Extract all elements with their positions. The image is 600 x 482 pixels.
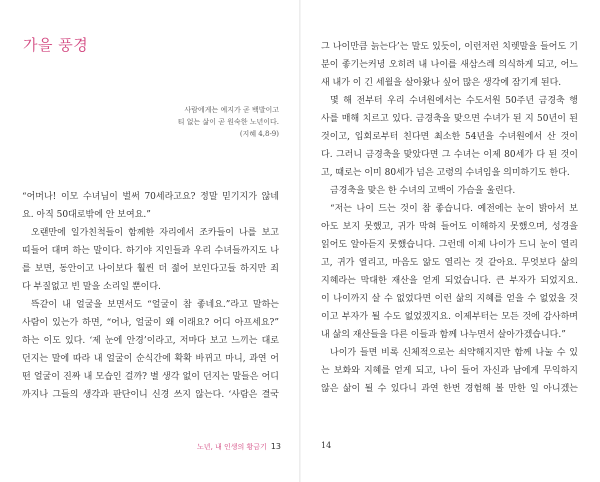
text-line: 던지는 말에 따라 내 얼굴이 순식간에 확확 바뀌고 마니, 과연 어 bbox=[22, 354, 279, 364]
left-body-text bbox=[22, 188, 279, 404]
left-page bbox=[0, 0, 299, 482]
chapter-title: 가을 풍경 bbox=[23, 36, 89, 54]
right-body-text bbox=[321, 38, 578, 398]
text-line: 를 보면, 동안이고 나이보다 훨씬 더 젊어 보인다고들 하지만 죄 bbox=[22, 264, 279, 274]
text-line: 그 나이만큼 늙는다’는 말도 있듯이, 이런저런 치렛말을 들어도 기 bbox=[321, 42, 578, 52]
folio bbox=[197, 442, 281, 452]
text-line: 다. 그러니 금경축을 맞았다면 그 수녀는 이제 80세가 다 된 것이 bbox=[321, 150, 578, 160]
right-page bbox=[301, 0, 600, 482]
text-line: 이고 부자가 될 수도 없었겠지요. 이제부터는 모든 것에 감사하며 bbox=[321, 312, 578, 322]
text-line: 분이 좋기는커녕 오히려 내 나이를 새삼스레 의식하게 되고, 어느 bbox=[321, 60, 578, 70]
text-line: 이 나이까지 살 수 없었다면 이런 삶의 지혜를 얻을 수 없었을 것 bbox=[321, 294, 578, 304]
text-line: 나이가 들면 비록 신체적으로는 쇠약해지지만 함께 나눌 수 있 bbox=[330, 348, 578, 358]
text-line: 까지나 그들의 생각과 판단이니 신경 쓰지 않는다. ‘사람은 결국 bbox=[22, 390, 279, 400]
page-number: 13 bbox=[270, 442, 281, 451]
epigraph-line: 티 없는 삶이 곧 원숙한 노년이다. bbox=[177, 118, 279, 126]
text-line: 몇 해 전부터 우리 수녀원에서는 수도서원 50주년 금경축 행 bbox=[330, 96, 578, 106]
text-line: 띠들어 대며 하는 말이다. 하기야 지인들과 우리 수녀들까지도 나 bbox=[22, 246, 279, 256]
text-line: 다 부질없고 빈 말을 소리일 뿐이다. bbox=[22, 282, 161, 292]
text-line: 떤 얼굴이 진짜 내 모습인 걸까? 별 생각 없이 던지는 말들은 어디 bbox=[22, 372, 279, 382]
text-line: 새 내가 이 긴 세월을 살아왔나 싶어 많은 생각에 잠기게 된다. bbox=[321, 78, 562, 88]
text-line: “어머나! 이모 수녀님이 벌써 70세라고요? 정말 믿기지가 않네 bbox=[22, 192, 279, 202]
text-line: 하는 이도 있다. ‘제 눈에 안경’이라고, 저마다 보고 느끼는 대로 bbox=[22, 336, 279, 346]
text-line: 금경축을 맞은 한 수녀의 고백이 가슴을 울린다. bbox=[330, 186, 516, 196]
text-line: 지혜라는 막대한 재산을 얻게 되었습니다. 큰 부자가 되었지요. bbox=[321, 276, 578, 286]
text-line: 아도 보지 못했고, 귀가 막혀 들어도 이해하지 못했으며, 성경을 bbox=[321, 222, 578, 232]
text-line: 사를 매해 치르고 있다. 금경축을 맞으면 수녀가 된 지 50년이 된 bbox=[321, 114, 578, 124]
epigraph bbox=[109, 104, 279, 140]
epigraph-line: 사람에게는 예지가 곧 백발이고 bbox=[184, 106, 279, 114]
text-line: 내 삶의 재산들을 다른 이들과 함께 나누면서 살아가겠습니다.” bbox=[321, 330, 566, 340]
page-number: 14 bbox=[321, 441, 332, 450]
text-line: 요. 아직 50대로밖에 안 보여요.” bbox=[22, 210, 151, 220]
text-line: “저는 나이 드는 것이 참 좋습니다. 예전에는 눈이 밝아서 보 bbox=[330, 204, 578, 214]
folio-label: 노년, 내 인생의 황금기 bbox=[197, 443, 267, 451]
text-line: 사람이 있는가 하면, “어나, 얼굴이 왜 이래요? 어디 아프세요?” bbox=[22, 318, 279, 328]
text-line: 고, 귀가 열리고, 마음도 앎도 열리는 것 같아요. 무엇보다 삶의 bbox=[321, 258, 578, 268]
epigraph-citation: (지혜 4,8-9) bbox=[239, 130, 279, 138]
text-line: 것이고, 입회로부터 친다면 최소한 54년을 수녀원에서 산 것이 bbox=[321, 132, 578, 142]
text-line: 읽어도 알아듣지 못했습니다. 그런데 이제 나이가 드니 눈이 열리 bbox=[321, 240, 578, 250]
text-line: 뜩같이 내 얼굴을 보면서도 “얼굴이 참 좋네요.”라고 말하는 bbox=[31, 300, 279, 310]
text-line: 는 보화와 지혜를 얻게 되고, 나이 들어 자신과 남에게 무익하지 bbox=[321, 366, 578, 376]
text-line: 고, 때로는 이미 80세가 넘은 고령의 수녀임을 의미하기도 한다. bbox=[321, 168, 570, 178]
text-line: 오랜만에 일가친척들이 함께한 자리에서 조카들이 나를 보고 bbox=[31, 228, 279, 238]
text-line: 않은 삶이 될 수 있다니 과연 한번 경험해 볼 만한 일 아니겠는 bbox=[321, 384, 578, 394]
